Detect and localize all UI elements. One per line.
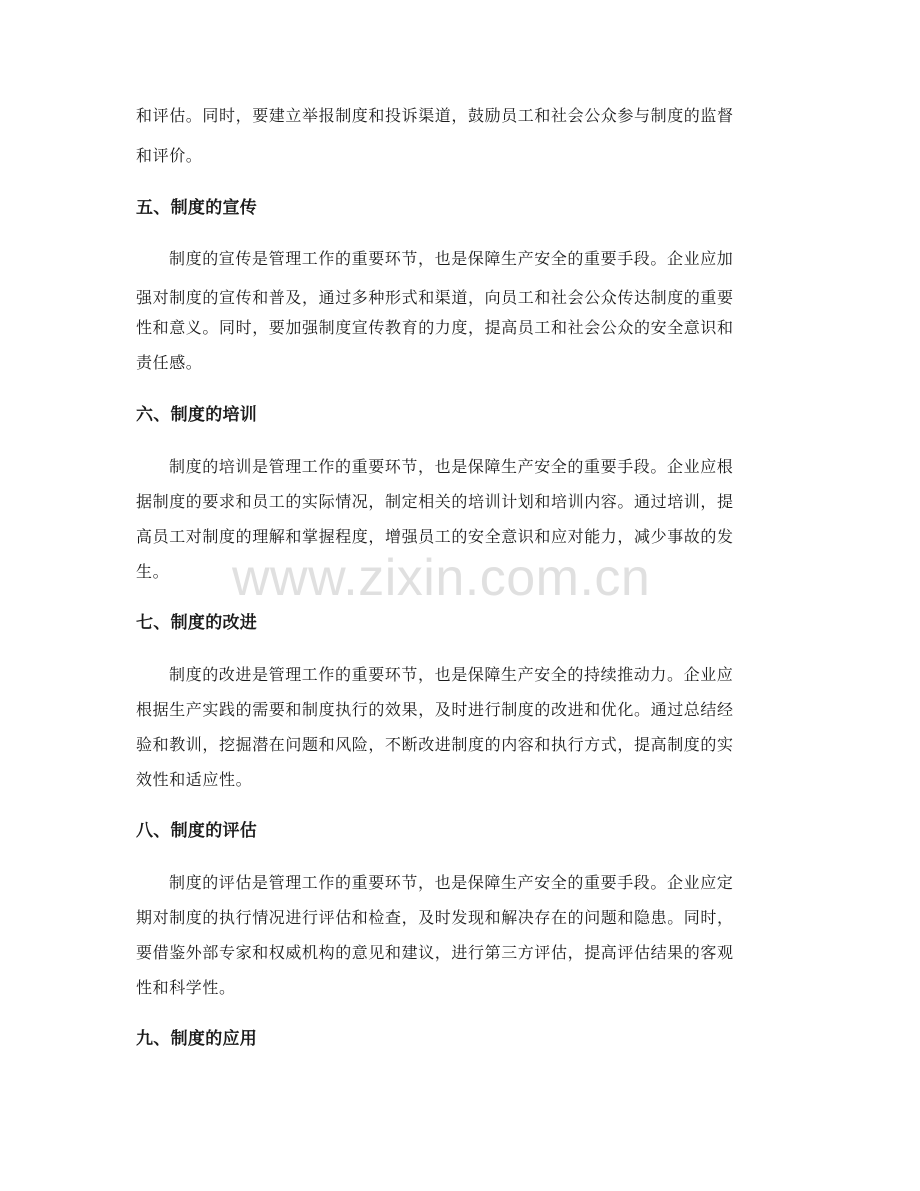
paragraph-line: 性和意义。同时，要加强制度宣传教育的力度，提高员工和社会公众的安全意识和: [136, 318, 734, 337]
paragraph-line: 责任感。: [136, 353, 203, 372]
section-heading: 七、制度的改进: [136, 613, 258, 633]
paragraph-line: 验和教训，挖掘潜在问题和风险，不断改进制度的内容和执行方式，提高制度的实: [136, 735, 734, 754]
paragraph-line: 和评估。同时，要建立举报制度和投诉渠道，鼓励员工和社会公众参与制度的监督: [136, 106, 734, 125]
paragraph-line: 效性和适应性。: [136, 770, 253, 789]
section-heading: 八、制度的评估: [136, 821, 258, 841]
watermark: www.zixin.com.cn: [232, 549, 651, 607]
paragraph-line: 强对制度的宣传和普及，通过多种形式和渠道，向员工和社会公众传达制度的重要: [136, 288, 734, 307]
paragraph-line: 制度的改进是管理工作的重要环节，也是保障生产安全的持续推动力。企业应: [169, 665, 734, 684]
paragraph-line: 制度的评估是管理工作的重要环节，也是保障生产安全的重要手段。企业应定: [169, 873, 734, 892]
section-heading: 六、制度的培训: [136, 405, 258, 425]
paragraph-line: 据制度的要求和员工的实际情况，制定相关的培训计划和培训内容。通过培训，提: [136, 492, 734, 511]
paragraph-line: 性和科学性。: [136, 978, 236, 997]
paragraph-line: 和评价。: [136, 146, 203, 165]
section-heading: 五、制度的宣传: [136, 198, 258, 218]
paragraph-line: 制度的培训是管理工作的重要环节，也是保障生产安全的重要手段。企业应根: [169, 457, 734, 476]
paragraph-line: 生。: [136, 562, 170, 581]
paragraph-line: 期对制度的执行情况进行评估和检查，及时发现和解决存在的问题和隐患。同时，: [136, 908, 734, 927]
paragraph-line: 高员工对制度的理解和掌握程度，增强员工的安全意识和应对能力，减少事故的发: [136, 527, 734, 546]
paragraph-line: 制度的宣传是管理工作的重要环节，也是保障生产安全的重要手段。企业应加: [169, 249, 734, 268]
paragraph-line: 根据生产实践的需要和制度执行的效果，及时进行制度的改进和优化。通过总结经: [136, 700, 734, 719]
section-heading: 九、制度的应用: [136, 1029, 258, 1049]
paragraph-line: 要借鉴外部专家和权威机构的意见和建议，进行第三方评估，提高评估结果的客观: [136, 943, 734, 962]
